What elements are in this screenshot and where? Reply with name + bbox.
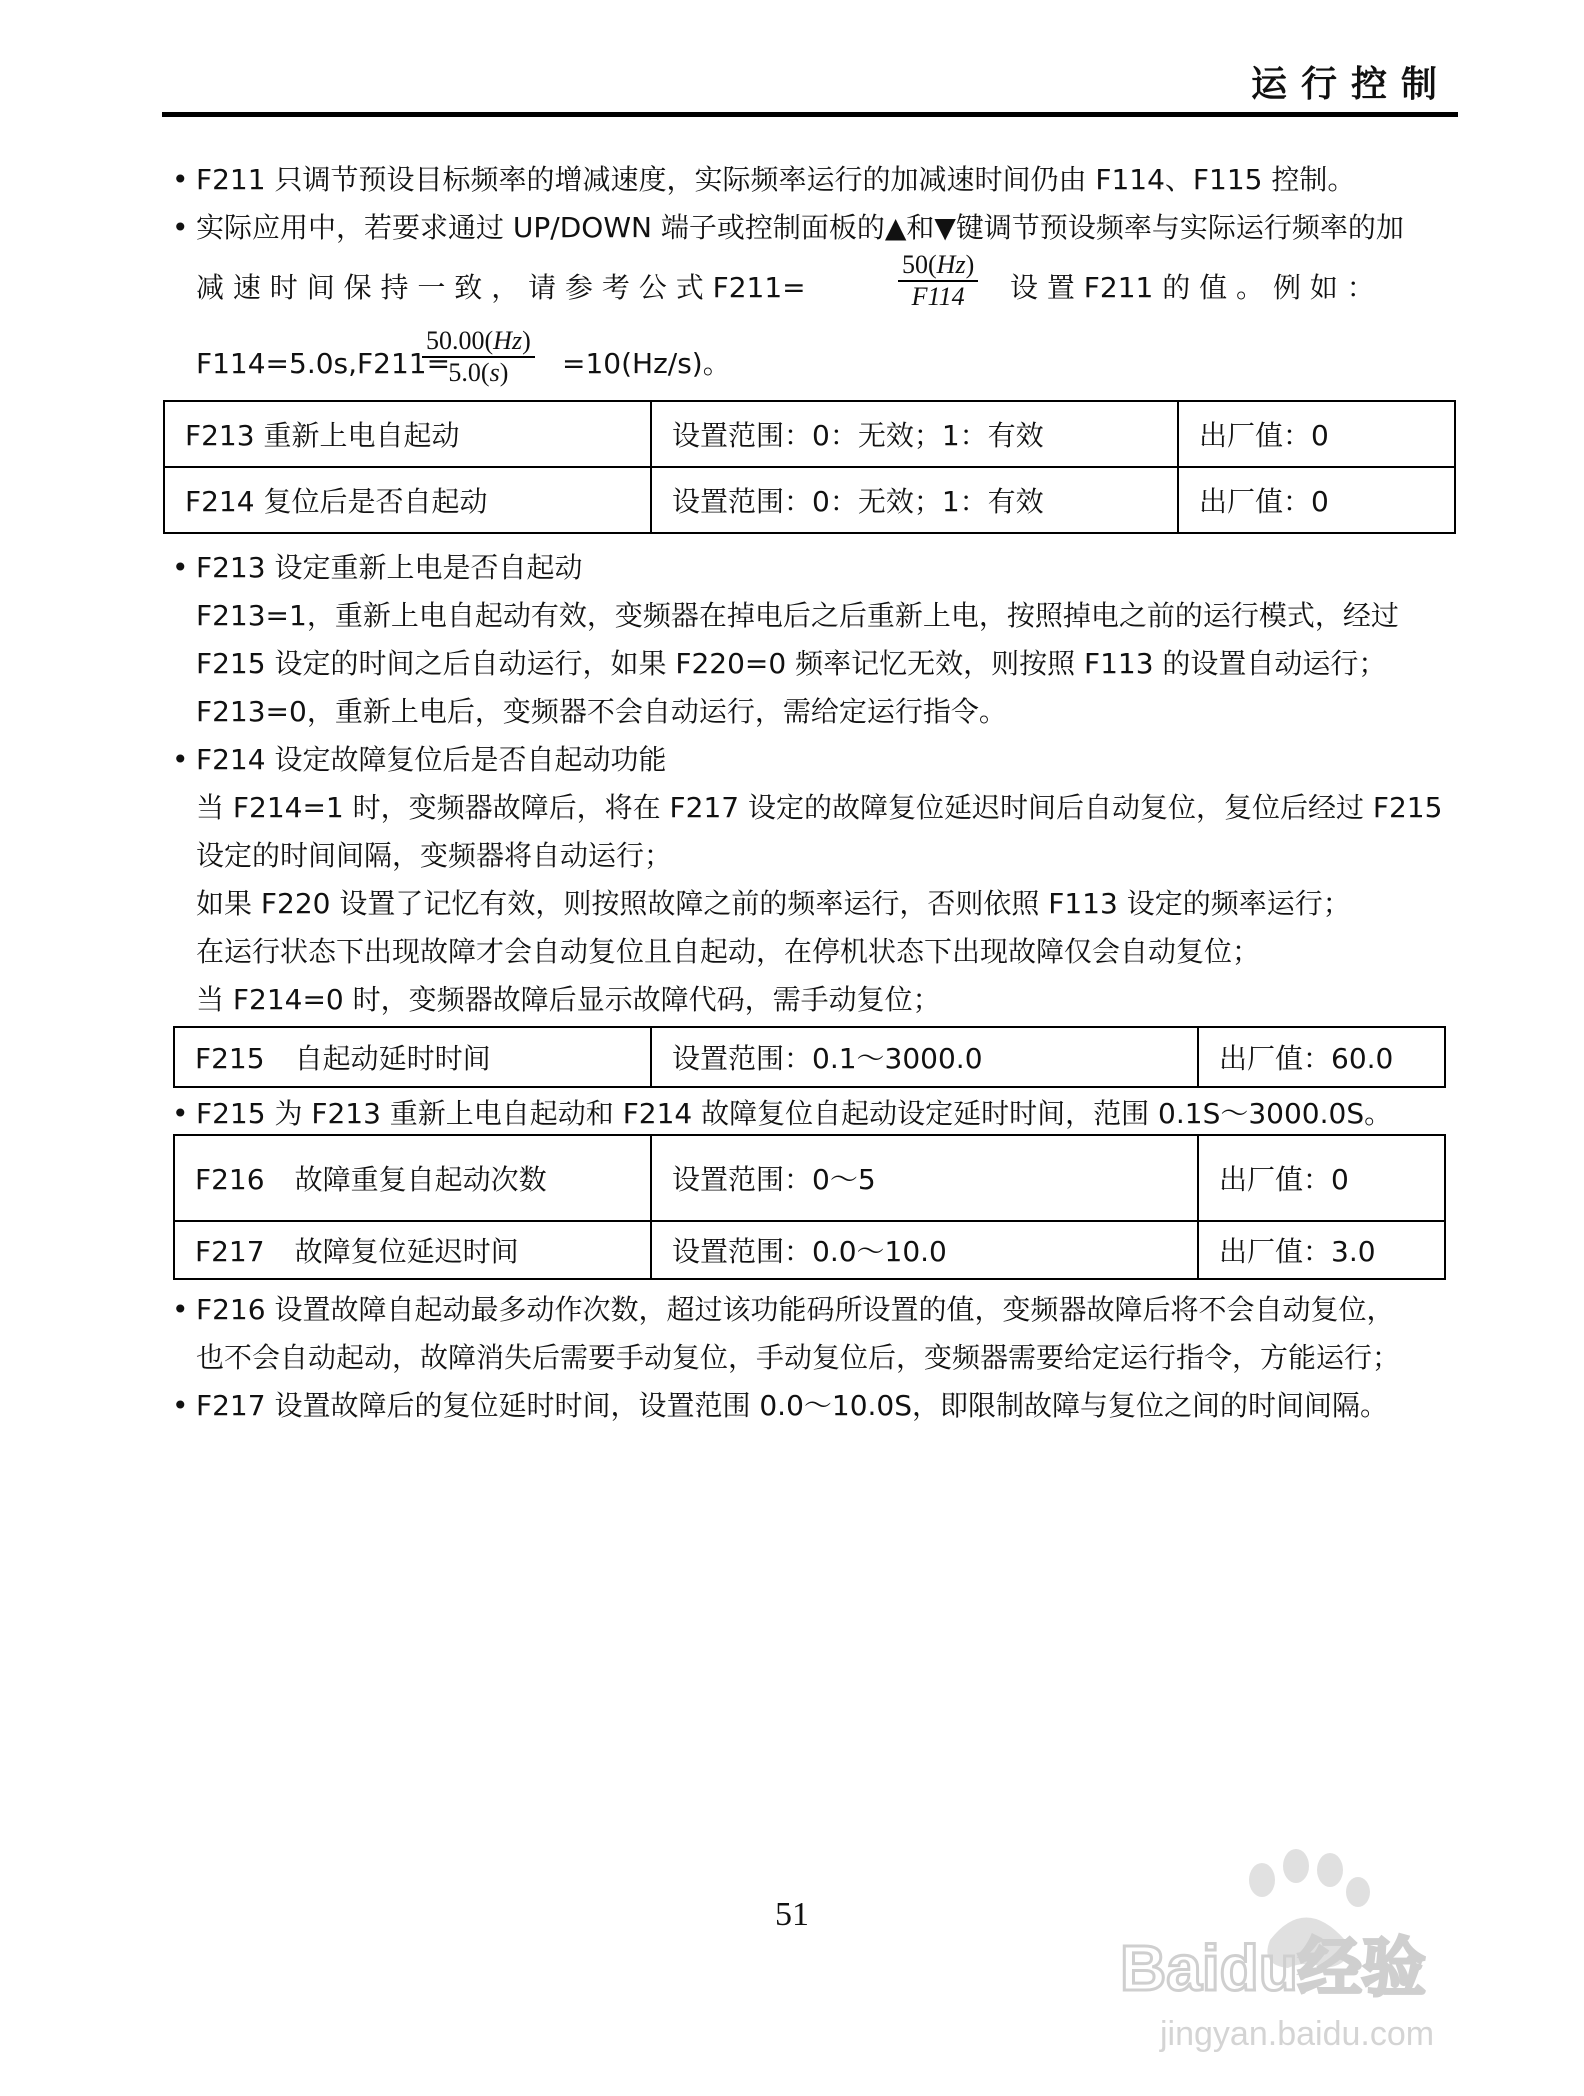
paragraph-line: 当 F214=1 时，变频器故障后，将在 F217 设定的故障复位延迟时间后自动复位，复位后经过 F215 [196,791,1443,824]
param-name: F214 复位后是否自起动 [164,467,651,533]
bullet: • [172,1097,189,1130]
paragraph-line: 设定的时间间隔，变频器将自动运行； [196,839,673,872]
param-label: 故障重复自起动次数 [294,1163,547,1196]
paragraph-line: F213=0，重新上电后，变频器不会自动运行，需给定运行指令。 [196,695,1007,728]
bullet: • [172,1293,189,1326]
paragraph-line: 如果 F220 设置了记忆有效，则按照故障之前的频率运行，否则依照 F113 设定的频率运行； [196,887,1351,920]
paragraph-f211-example-pre: F114=5.0s,F211= [196,347,451,380]
paragraph-f211-formula-line2-post: 设 置 F211 的 值 。 例 如 ： [1010,271,1375,304]
paragraph-line: 当 F214=0 时，变频器故障后显示故障代码，需手动复位； [196,983,941,1016]
param-table-f215 [173,1026,1446,1088]
param-default: 出厂值：0 [1198,1135,1445,1221]
heading-f214: F214 设定故障复位后是否自起动功能 [196,743,667,776]
header-divider [162,112,1458,117]
heading-f213: F213 设定重新上电是否自起动 [196,551,583,584]
paragraph-f215-note: F215 为 F213 重新上电自起动和 F214 故障复位自起动设定延时时间，范围 0.1S～3000.0S。 [196,1097,1393,1130]
param-range: 设置范围：0.0～10.0 [651,1221,1198,1279]
param-table-f216-f217 [173,1134,1446,1280]
param-range: 设置范围：0.1～3000.0 [651,1027,1198,1087]
param-default: 出厂值：60.0 [1198,1027,1445,1087]
param-name [174,1027,651,1087]
paragraph-line: 在运行状态下出现故障才会自动复位且自起动，在停机状态下出现故障仅会自动复位； [196,935,1261,968]
table-row [174,1221,1445,1279]
watermark-brand: Baidu经验 [1120,1932,1426,2004]
baidu-watermark [1100,1840,1500,2070]
paragraph-f217-note: F217 设置故障后的复位延时时间，设置范围 0.0～10.0S，即限制故障与复位之间的时间间隔。 [196,1389,1389,1422]
param-code: F216 [195,1163,265,1196]
param-default: 出厂值：0 [1178,467,1455,533]
param-name [174,1221,651,1279]
paragraph-f211-formula-line2-pre: 减 速 时 间 保 持 一 致 ， 请 参 考 公 式 F211= [196,271,806,304]
formula-f211-fraction: $\frac{50(Hz)}{F114}$ [898,250,978,312]
bullet: • [172,551,189,584]
param-code: F215 [195,1042,265,1075]
formula-example-fraction: $\frac{50.00(Hz)}{5.0(s)}$ [422,326,535,388]
param-code: F217 [195,1235,265,1268]
param-label: 故障复位延迟时间 [294,1235,519,1268]
table-row [164,467,1455,533]
param-name [174,1135,651,1221]
paragraph-line: 也不会自动起动，故障消失后需要手动复位，手动复位后，变频器需要给定运行指令，方能运行； [196,1341,1401,1374]
page-header-title: 运行控制 [1250,64,1451,105]
table-row [174,1135,1445,1221]
paragraph-line: F216 设置故障自起动最多动作次数，超过该功能码所设置的值，变频器故障后将不会自动复位， [196,1293,1395,1326]
table-row [174,1027,1445,1087]
param-range: 设置范围：0～5 [651,1135,1198,1221]
paragraph-f211-example-post: =10(Hz/s)。 [562,347,731,380]
bullet: • [172,163,189,196]
paragraph-line: F213=1，重新上电自起动有效，变频器在掉电后之后重新上电，按照掉电之前的运行模式，经过 [196,599,1399,632]
table-row [164,401,1455,467]
page-number: 51 [775,1896,809,1933]
bullet: • [172,743,189,776]
param-range: 设置范围：0：无效；1：有效 [651,467,1178,533]
paragraph-f211-formula-line1: 实际应用中，若要求通过 UP/DOWN 端子或控制面板的▲和▼键调节预设频率与实际运行频率的加 [196,211,1404,244]
paragraph-line: F215 设定的时间之后自动运行，如果 F220=0 频率记忆无效，则按照 F113 的设置自动运行； [196,647,1387,680]
param-default: 出厂值：3.0 [1198,1221,1445,1279]
watermark-url: jingyan.baidu.com [1160,2015,1435,2053]
param-default: 出厂值：0 [1178,401,1455,467]
param-table-f213-f214 [163,400,1456,534]
param-range: 设置范围：0：无效；1：有效 [651,401,1178,467]
bullet: • [172,1389,189,1422]
bullet: • [172,211,189,244]
param-label: 自起动延时时间 [294,1042,491,1075]
param-name: F213 重新上电自起动 [164,401,651,467]
paragraph-f211-note: F211 只调节预设目标频率的增减速度，实际频率运行的加减速时间仍由 F114、F115 控制。 [196,163,1356,196]
